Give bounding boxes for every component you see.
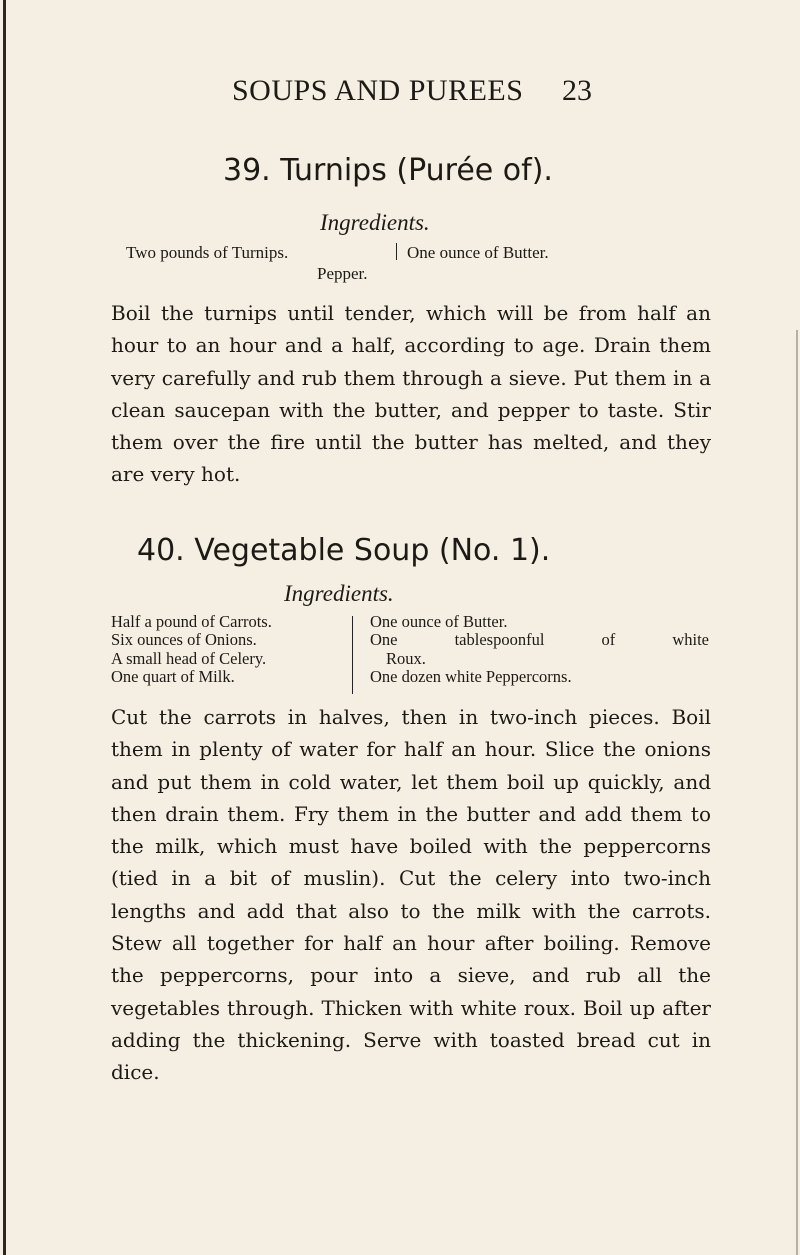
page-outer-edge: [796, 330, 798, 1255]
ingredient-item: One ounce of Butter.: [407, 243, 549, 262]
ingredient-item: One dozen white Peppercorns.: [370, 667, 572, 687]
ingredients-heading: Ingredients.: [284, 581, 394, 606]
ingredient-item: One tablespoonful of white: [370, 630, 709, 650]
ingredient-divider: [396, 243, 397, 260]
ingredient-item: Two pounds of Turnips.: [126, 243, 289, 262]
ingredient-item-continued: Roux.: [386, 648, 426, 668]
ingredients-left-column: [111, 613, 272, 687]
ingredient-item: Pepper.: [317, 264, 368, 283]
ingredients-right-column: [370, 613, 709, 687]
ingredient-item: One ounce of Butter.: [370, 612, 508, 631]
ingredient-item: One quart of Milk.: [111, 667, 235, 687]
running-head: SOUPS AND PUREES: [232, 74, 524, 107]
ingredients-heading: Ingredients.: [320, 210, 430, 235]
page-binding-edge: [3, 0, 6, 1255]
ingredient-divider: [352, 616, 353, 694]
recipe-directions: Cut the carrots in halves, then in two-inch pieces. Boil them in plenty of water for half an hour. Slice the onions and put them in cold water, let them boil up quickly, and then drain them. Fry them in the butter and add them to the milk, which must have boiled with the peppercorns (tied in a bit of muslin). Cut the celery into two-inch lengths and add that also to the milk with the carrots. Stew all together for half an hour after boiling. Remove the peppercorns, pour into a sieve, and rub all the vegetables through. Thicken with white roux. Boil up after adding the thickening. Serve with toasted bread cut in dice.: [111, 705, 711, 1085]
ingredient-item: A small head of Celery.: [111, 648, 267, 668]
page-number: 23: [562, 74, 592, 107]
recipe-title: 39. Turnips (Purée of).: [223, 153, 553, 188]
ingredient-item: Six ounces of Onions.: [111, 630, 257, 650]
ingredient-item: Half a pound of Carrots.: [111, 612, 272, 631]
recipe-directions: Boil the turnips until tender, which will be from half an hour to an hour and a half, according to age. Drain them very carefully and rub them through a sieve. Put them in a clean saucepan with the butter, and pepper to taste. Stir them over the fire until the butter has melted, and they are very hot.: [111, 301, 711, 487]
recipe-title: 40. Vegetable Soup (No. 1).: [137, 533, 551, 568]
